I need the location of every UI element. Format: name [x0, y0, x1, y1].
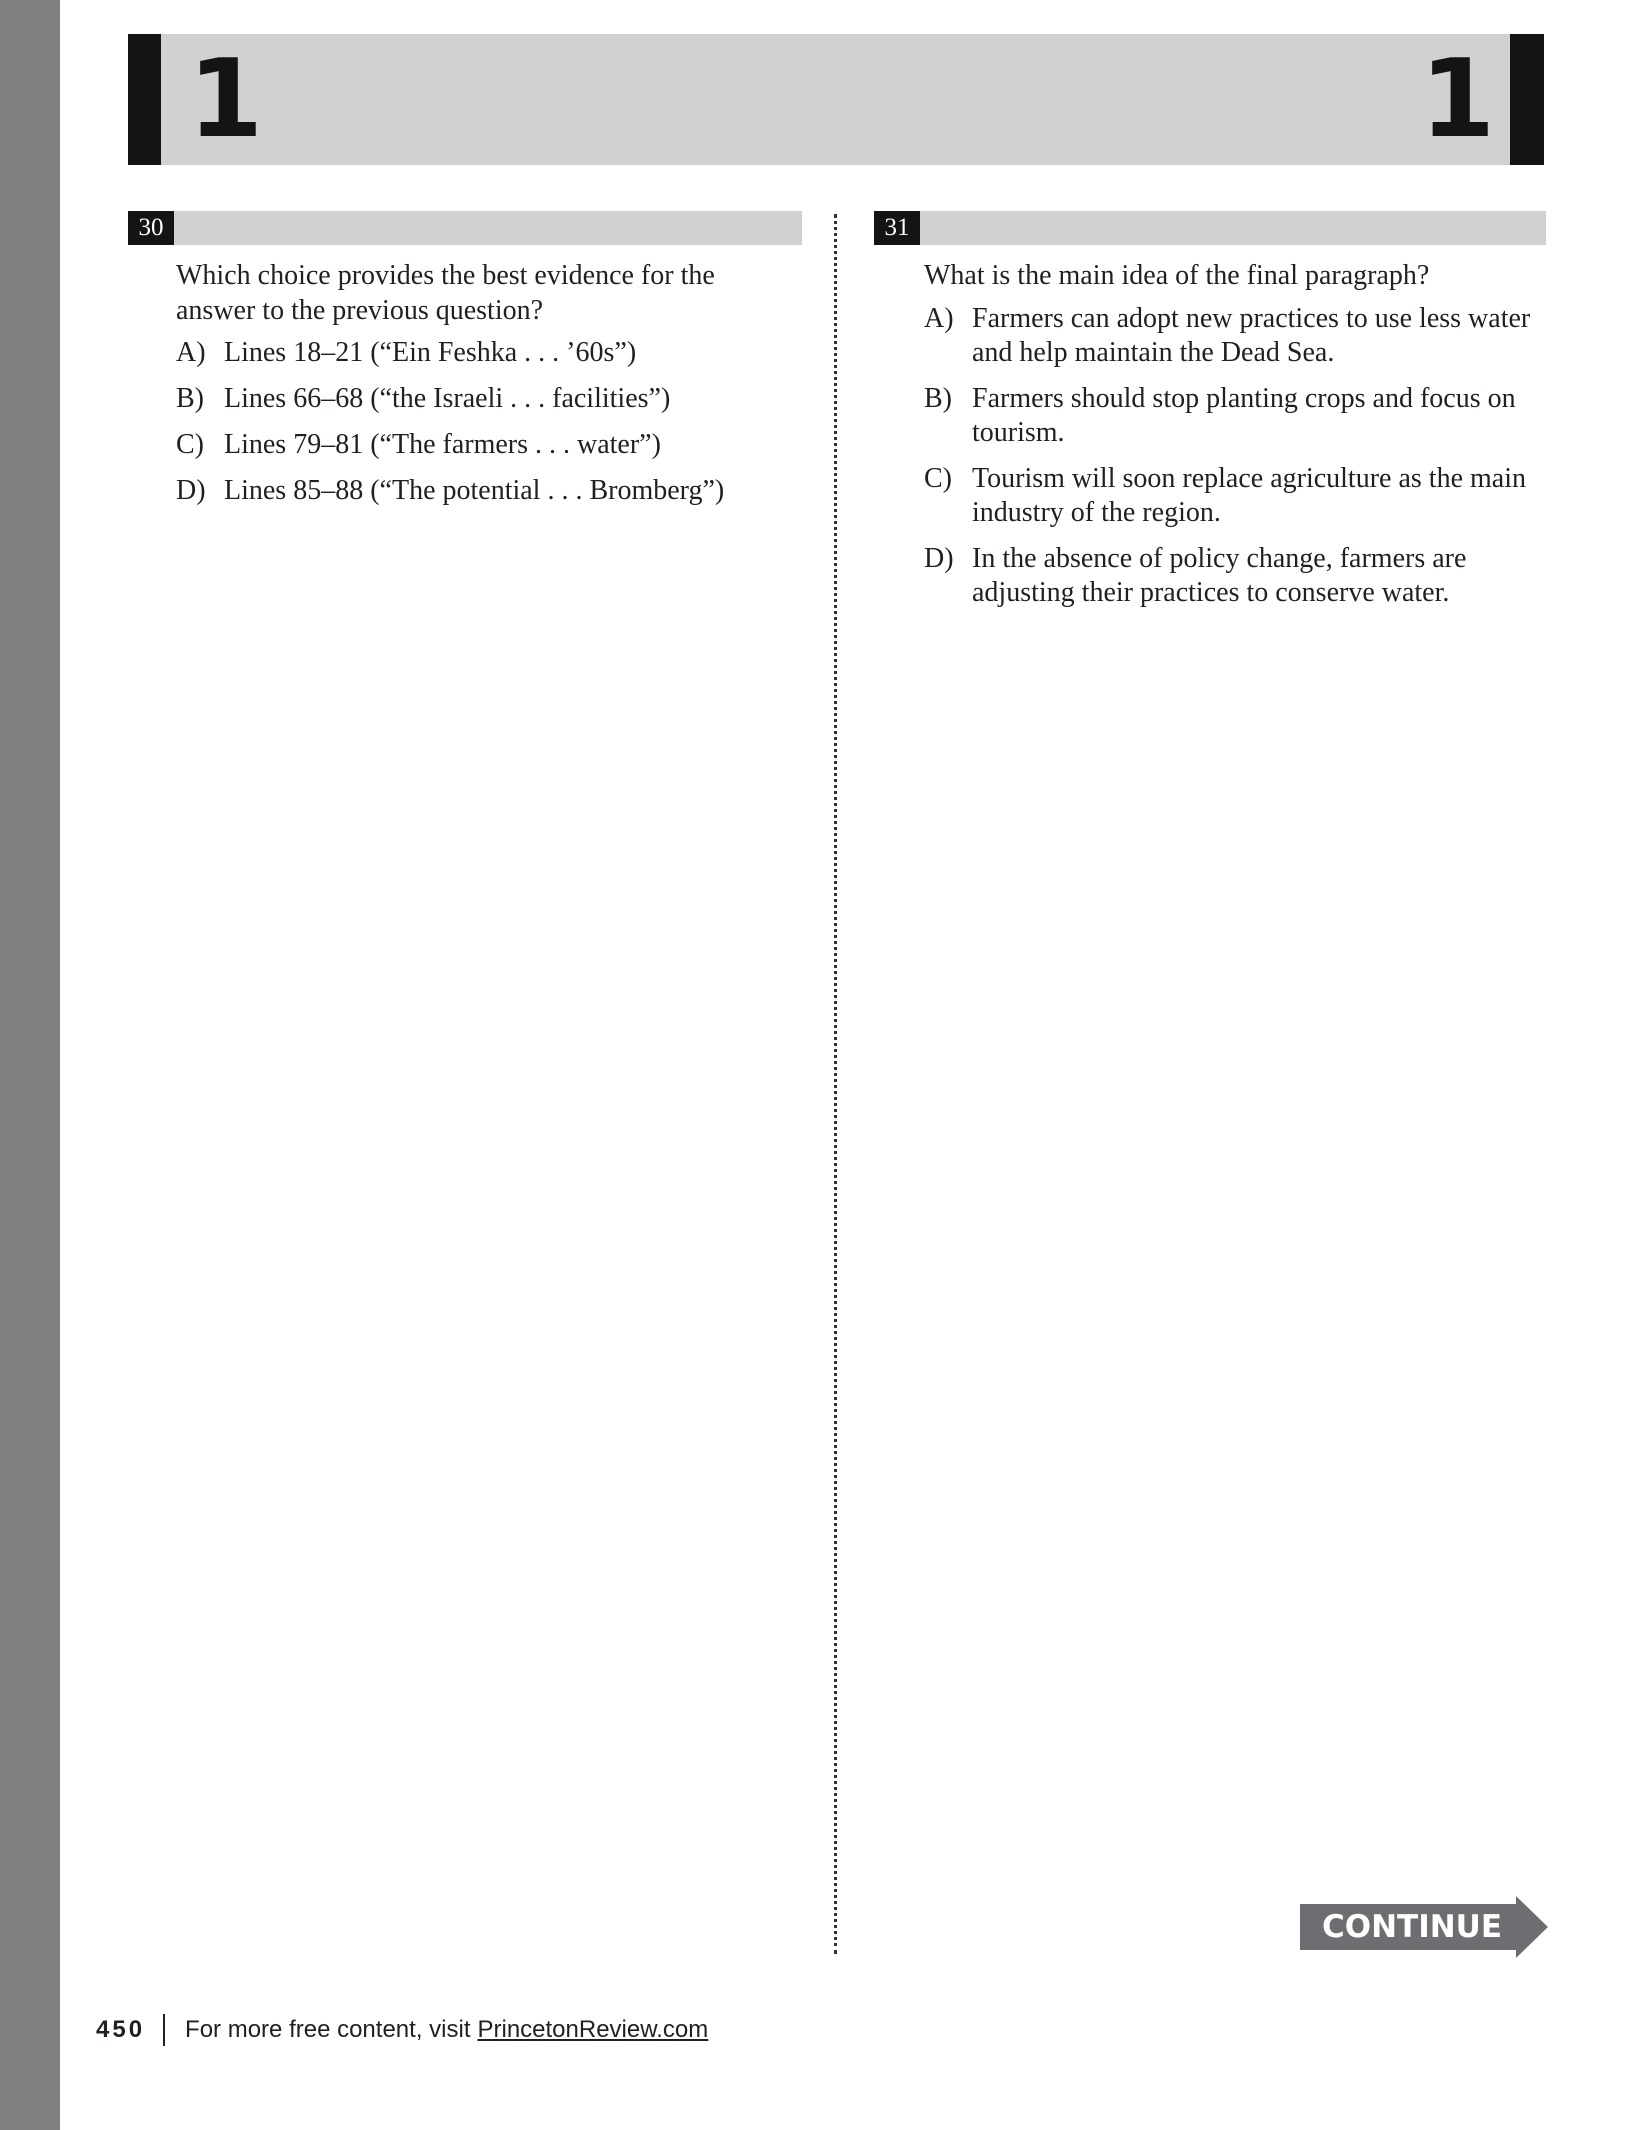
question-31-bar	[874, 211, 1546, 245]
choice-letter: C)	[176, 429, 204, 460]
question-number: 31	[874, 211, 920, 245]
answer-choice-d[interactable]	[924, 542, 1544, 610]
choice-text: Lines 18–21 (“Ein Feshka . . . ’60s”)	[224, 337, 637, 368]
page-number: 450	[96, 2016, 146, 2043]
answer-choice-b[interactable]	[176, 382, 796, 416]
choice-letter: A)	[176, 337, 206, 368]
section-header-left-bar	[128, 34, 161, 165]
choice-text: Farmers should stop planting crops and focus on tourism.	[972, 383, 1516, 448]
footer-link[interactable]: PrincetonReview.com	[477, 2016, 709, 2043]
choice-text: In the absence of policy change, farmers are adjusting their practices to conserve water.	[972, 543, 1467, 608]
choice-letter: A)	[924, 303, 954, 334]
answer-choice-d[interactable]	[176, 474, 796, 508]
answer-choice-a[interactable]	[924, 302, 1544, 370]
column-divider	[834, 214, 837, 1954]
page-footer	[96, 2012, 708, 2048]
section-header-right-bar	[1510, 34, 1544, 165]
question-number: 30	[128, 211, 174, 245]
answer-choice-c[interactable]	[924, 462, 1544, 530]
choice-letter: B)	[924, 383, 952, 414]
footer-separator	[163, 2014, 165, 2046]
choice-text: Lines 66–68 (“the Israeli . . . facilities”)	[224, 383, 671, 414]
question-31-prompt: What is the main idea of the final paragraph?	[924, 260, 1430, 291]
answer-choice-c[interactable]	[176, 428, 796, 462]
choice-text: Farmers can adopt new practices to use less water and help maintain the Dead Sea.	[972, 303, 1531, 368]
answer-choice-a[interactable]	[176, 336, 796, 370]
choice-text: Lines 79–81 (“The farmers . . . water”)	[224, 429, 661, 460]
choice-letter: D)	[176, 475, 206, 506]
choice-letter: C)	[924, 463, 952, 494]
choice-letter: D)	[924, 543, 954, 574]
question-30-choices	[176, 336, 796, 520]
section-header-band	[128, 34, 1544, 165]
question-31-choices	[924, 302, 1544, 622]
choice-text: Tourism will soon replace agriculture as the main industry of the region.	[972, 463, 1526, 528]
choice-text: Lines 85–88 (“The potential . . . Bromberg”)	[224, 475, 725, 506]
footer-text: For more free content, visit	[185, 2016, 471, 2043]
choice-letter: B)	[176, 383, 204, 414]
answer-choice-b[interactable]	[924, 382, 1544, 450]
continue-button[interactable]	[1300, 1896, 1548, 1958]
page-edge-strip	[0, 0, 60, 2130]
question-30-bar	[128, 211, 802, 245]
section-number-right: 1	[1420, 37, 1496, 162]
section-number-left: 1	[188, 37, 264, 162]
question-30-prompt: Which choice provides the best evidence for the answer to the previous question?	[176, 260, 715, 326]
continue-label: CONTINUE	[1322, 1909, 1503, 1945]
